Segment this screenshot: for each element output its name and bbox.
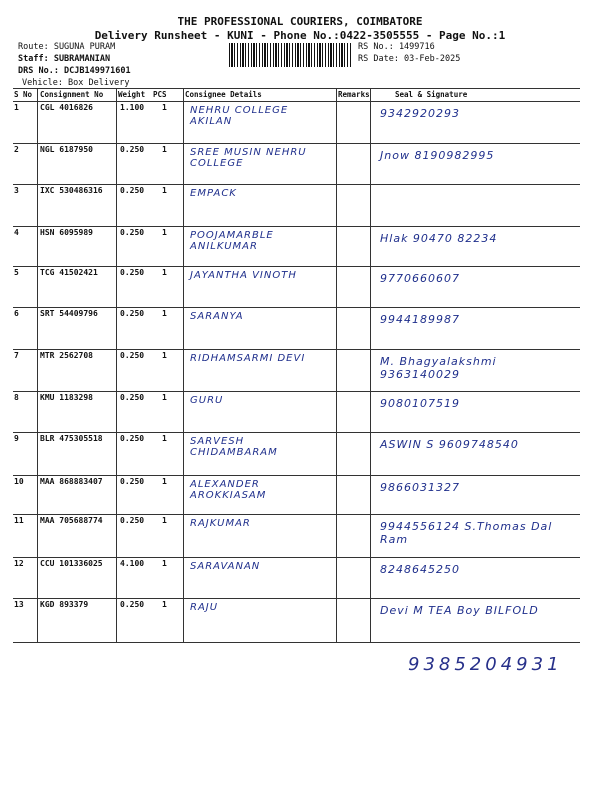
col-header-remarks: Remarks: [338, 90, 370, 99]
row-divider: [13, 557, 580, 558]
cell-sno: 12: [14, 559, 24, 568]
cell-sno: 9: [14, 434, 19, 443]
cell-consignee: JAYANTHA VINOTH: [190, 270, 297, 281]
cell-weight: 0.250: [120, 228, 145, 237]
cell-weight: 0.250: [120, 186, 145, 195]
cell-consignee: SARAVANAN: [190, 561, 261, 572]
cell-sno: 6: [14, 309, 19, 318]
cell-consignee: SARANYA: [190, 311, 244, 322]
cell-sno: 13: [14, 600, 24, 609]
cell-pcs: 1: [162, 393, 167, 402]
cell-consignment: CGL 4016826: [40, 103, 93, 112]
row-divider: [13, 307, 580, 308]
row-divider: [13, 642, 580, 643]
cell-sno: 7: [14, 351, 19, 360]
col-divider: [336, 89, 337, 642]
cell-weight: 0.250: [120, 145, 145, 154]
cell-consignment: NGL 6187950: [40, 145, 93, 154]
cell-consignee: ALEXANDER AROKKIASAM: [190, 479, 267, 501]
col-header-consignee: Consignee Details: [185, 90, 262, 99]
row-divider: [13, 598, 580, 599]
rs-date: RS Date: 03-Feb-2025: [358, 54, 461, 64]
cell-signature: 9944556124 S.Thomas Dal Ram: [380, 520, 553, 546]
row-divider: [13, 184, 580, 185]
cell-consignee: EMPACK: [190, 188, 237, 199]
cell-signature: Jnow 8190982995: [380, 149, 495, 162]
cell-consignment: CCU 101336025: [40, 559, 103, 568]
cell-weight: 1.100: [120, 103, 145, 112]
cell-consignee: SREE MUSIN NEHRU COLLEGE: [190, 147, 307, 169]
cell-signature: M. Bhagyalakshmi 9363140029: [380, 355, 497, 381]
cell-signature: 9342920293: [380, 107, 460, 120]
cell-pcs: 1: [162, 600, 167, 609]
row-divider: [13, 432, 580, 433]
cell-pcs: 1: [162, 516, 167, 525]
cell-weight: 0.250: [120, 516, 145, 525]
col-header-weight: Weight: [118, 90, 146, 99]
col-divider: [116, 89, 117, 642]
cell-consignee: RIDHAMSARMI DEVI: [190, 353, 306, 364]
cell-weight: 0.250: [120, 393, 145, 402]
barcode: [229, 43, 351, 67]
cell-signature: 9866031327: [380, 481, 460, 494]
cell-signature: 9944189987: [380, 313, 460, 326]
cell-consignment: BLR 475305518: [40, 434, 103, 443]
cell-signature: Hlak 90470 82234: [380, 232, 498, 245]
cell-weight: 0.250: [120, 309, 145, 318]
cell-weight: 0.250: [120, 268, 145, 277]
cell-consignment: MTR 2562708: [40, 351, 93, 360]
cell-consignment: SRT 54409796: [40, 309, 98, 318]
cell-pcs: 1: [162, 559, 167, 568]
cell-signature: 8248645250: [380, 563, 460, 576]
cell-weight: 0.250: [120, 477, 145, 486]
route-label: Route: SUGUNA PURAM: [18, 42, 116, 52]
cell-signature: ASWIN S 9609748540: [380, 438, 519, 451]
cell-consignment: IXC 530486316: [40, 186, 103, 195]
cell-consignee: SARVESH CHIDAMBARAM: [190, 436, 278, 458]
cell-pcs: 1: [162, 186, 167, 195]
cell-signature: Devi M TEA Boy BILFOLD: [380, 604, 539, 617]
table-header-border: [13, 101, 580, 102]
cell-sno: 4: [14, 228, 19, 237]
col-divider: [370, 89, 371, 642]
cell-sno: 10: [14, 477, 24, 486]
cell-pcs: 1: [162, 434, 167, 443]
cell-pcs: 1: [162, 351, 167, 360]
col-header-pcs: PCS: [153, 90, 167, 99]
cell-sno: 1: [14, 103, 19, 112]
cell-pcs: 1: [162, 145, 167, 154]
cell-pcs: 1: [162, 477, 167, 486]
cell-consignment: HSN 6095989: [40, 228, 93, 237]
cell-consignee: NEHRU COLLEGE AKILAN: [190, 105, 289, 127]
row-divider: [13, 391, 580, 392]
table-top-border: [13, 88, 580, 89]
row-divider: [13, 143, 580, 144]
cell-consignment: KMU 1183298: [40, 393, 93, 402]
cell-pcs: 1: [162, 103, 167, 112]
col-divider: [37, 89, 38, 642]
row-divider: [13, 514, 580, 515]
col-header-seal-signature: Seal & Signature: [395, 90, 468, 99]
cell-pcs: 1: [162, 268, 167, 277]
col-header-sno: S No: [14, 90, 33, 99]
cell-weight: 0.250: [120, 600, 145, 609]
drs-number: DRS No.: DCJB149971601: [18, 66, 131, 76]
cell-consignee: RAJU: [190, 602, 219, 613]
cell-sno: 5: [14, 268, 19, 277]
vehicle-label: Vehicle: Box Delivery: [22, 78, 130, 88]
col-header-consignment: Consignment No: [40, 90, 104, 99]
col-divider: [183, 89, 184, 642]
cell-consignment: MAA 868883407: [40, 477, 103, 486]
cell-consignment: KGD 893379: [40, 600, 89, 609]
company-title: THE PROFESSIONAL COURIERS, COIMBATORE: [177, 15, 423, 28]
cell-pcs: 1: [162, 228, 167, 237]
staff-label: Staff: SUBRAMANIAN: [18, 54, 111, 64]
rs-number: RS No.: 1499716: [358, 42, 435, 52]
row-divider: [13, 266, 580, 267]
cell-consignee: POOJAMARBLE ANILKUMAR: [190, 230, 274, 252]
cell-weight: 0.250: [120, 351, 145, 360]
cell-pcs: 1: [162, 309, 167, 318]
cell-consignee: GURU: [190, 395, 224, 406]
cell-sno: 11: [14, 516, 24, 525]
runsheet-subtitle: Delivery Runsheet - KUNI - Phone No.:0422-3505555 - Page No.:1: [94, 29, 506, 42]
row-divider: [13, 349, 580, 350]
cell-weight: 0.250: [120, 434, 145, 443]
cell-sno: 8: [14, 393, 19, 402]
row-divider: [13, 226, 580, 227]
handwritten-phone: 9385204931: [408, 654, 563, 675]
cell-sno: 3: [14, 186, 19, 195]
cell-sno: 2: [14, 145, 19, 154]
cell-consignment: TCG 41502421: [40, 268, 98, 277]
cell-consignee: RAJKUMAR: [190, 518, 251, 529]
cell-signature: 9770660607: [380, 272, 460, 285]
cell-consignment: MAA 705688774: [40, 516, 103, 525]
cell-signature: 9080107519: [380, 397, 460, 410]
cell-weight: 4.100: [120, 559, 145, 568]
row-divider: [13, 475, 580, 476]
